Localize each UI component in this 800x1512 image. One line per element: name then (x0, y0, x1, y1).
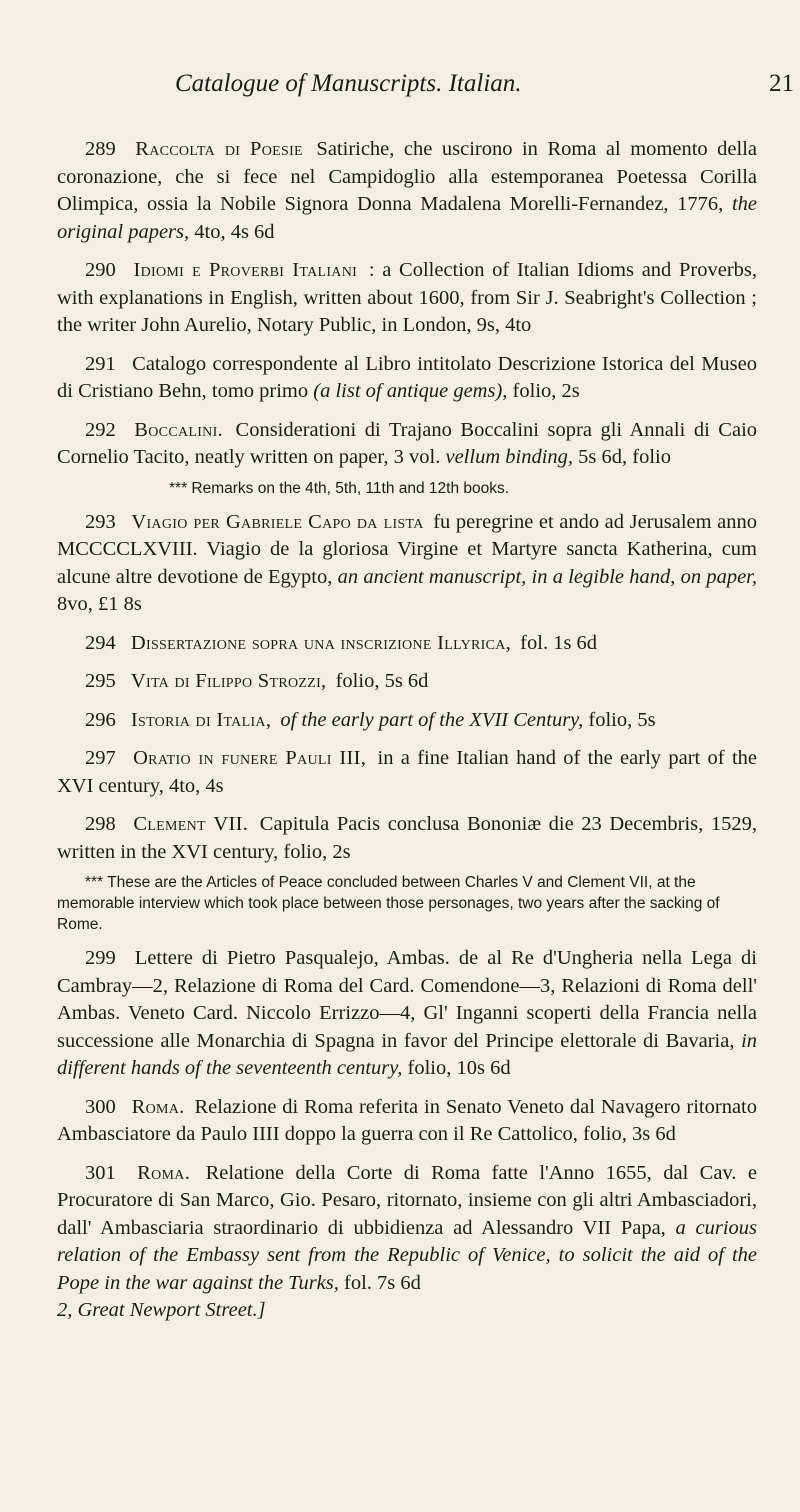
entry-italic: in different hands of the seventeenth century, (57, 1029, 758, 1079)
entry-tail: folio, 10s 6d (407, 1057, 511, 1079)
entry-heading: Roma. (131, 1095, 185, 1118)
running-title: Catalogue of Manuscripts. Italian. (175, 70, 522, 97)
lot-number: 293 (85, 510, 116, 533)
lot-number: 300 (85, 1095, 116, 1118)
page-number: 21 (769, 70, 794, 97)
entry-text: fol. 1s 6d (520, 631, 598, 654)
entry-note: *** Remarks on the 4th, 5th, 11th and 12th books. (169, 479, 510, 497)
catalogue-entry (57, 257, 757, 340)
entry-text: Catalogo correspondente al Libro intitolato Descrizione Istorica del Museo di Cristiano Behn, tomo primo (57, 352, 758, 402)
entry-text: Capitula Pacis conclusa Bononiæ die 23 Decembris, 1529, written in the XVI century, folio, 2s (57, 813, 757, 863)
catalogue-entry (57, 630, 757, 658)
lot-number: 299 (85, 947, 116, 969)
entry-note: *** These are the Articles of Peace concluded between Charles V and Clement VII, at the memorable interview which took place between those personages, two years after the sacking of Rome. (57, 874, 720, 933)
entry-heading: Vita di Filippo Strozzi, (130, 670, 327, 692)
entry-italic: the original papers, (57, 193, 757, 243)
entry-text: Relatione della Corte di Roma fatte l'Anno 1655, dal Cav. e Procuratore di San Marco, Gio. Pesaro, ritornato, insieme con gli altri Ambasciadori, dall' Ambasciaria straordinario di ubbidienza ad Alessandro VII Papa, (57, 1161, 758, 1239)
entry-heading: Roma. (137, 1161, 191, 1184)
entry-italic: (a list of antique gems), (313, 380, 508, 402)
entry-italic: vellum binding, (445, 446, 574, 468)
lot-number: 289 (85, 138, 116, 160)
lot-number: 297 (85, 747, 116, 769)
entry-tail: folio, 2s (512, 380, 580, 402)
entry-italic: an ancient manuscript, in a legible hand, on paper, (337, 565, 757, 588)
entry-italic: a curious relation of the Embassy sent from the Republic of Venice, to solicit the aid of the Pope in the war against the Turks, (57, 1216, 758, 1294)
entry-heading: Boccalini. (134, 418, 223, 441)
entry-italic: of the early part of the XVII Century, (280, 708, 584, 731)
entry-heading: Istoria di Italia, (130, 708, 272, 731)
lot-number: 290 (85, 259, 116, 281)
catalogue-entry (57, 745, 757, 800)
lot-number: 294 (85, 631, 116, 654)
printer-address: 2, Great Newport Street.] (57, 1299, 266, 1321)
entry-tail: fol. 7s 6d (344, 1271, 421, 1294)
catalogue-entry (57, 668, 757, 696)
catalogue-entry (57, 1160, 757, 1325)
lot-number: 296 (85, 708, 116, 731)
entry-heading: Idiomi e Proverbi Italiani (133, 259, 358, 281)
entry-heading: Clement VII. (133, 813, 249, 835)
entry-text: in a fine Italian hand of the early part of the XVI century, 4to, 4s (57, 747, 757, 797)
catalogue-entry (57, 1094, 757, 1149)
lot-number: 292 (85, 418, 116, 441)
entry-text: Considerationi di Trajano Boccalini sopra gli Annali di Caio Cornelio Tacito, neatly written on paper, 3 vol. (57, 418, 758, 468)
entry-heading: Oratio in funere Pauli III, (133, 747, 367, 769)
entry-text: Relazione di Roma referita in Senato Veneto dal Navagero ritornato Ambasciatore da Paulo IIII doppo la guerra con il Re Cattolico, folio, 3s 6d (57, 1095, 757, 1145)
entry-heading: Raccolta di Poesie (135, 138, 303, 160)
catalogue-entry (57, 707, 757, 735)
entry-heading: Dissertazione sopra una inscrizione Illyrica, (130, 631, 512, 654)
catalogue-entry (57, 509, 757, 619)
entry-text: : a Collection of Italian Idioms and Proverbs, with explanations in English, written about 1600, from Sir J. Seabright's Collection ; the writer John Aurelio, Notary Public, in London, 9s, 4to (57, 259, 758, 336)
page-header (175, 70, 800, 120)
catalogue-entry (57, 136, 757, 246)
entry-tail: 8vo, £1 8s (57, 593, 142, 615)
entry-heading: Viagio per Gabriele Capo da lista (131, 510, 424, 533)
lot-number: 301 (85, 1161, 116, 1184)
catalogue-entry (57, 417, 757, 472)
entry-text: folio, 5s 6d (335, 670, 429, 692)
lot-number: 291 (85, 352, 116, 375)
entry-text: fu peregrine et ando ad Jerusalem anno MCCCCLXVIII. Viagio de la gloriosa Virgine et Martyre sancta Katherina, cum alcune altre devotione de Egypto, (57, 510, 758, 588)
catalogue-entry (57, 811, 757, 866)
lot-number: 298 (85, 813, 116, 835)
lot-number: 295 (85, 670, 116, 692)
entry-tail: 4to, 4s 6d (194, 220, 275, 243)
entry-tail: folio, 5s (588, 708, 656, 731)
catalogue-entry (57, 351, 757, 406)
entry-text: Satiriche, che uscirono in Roma al momento della coronazione, che si fece nel Campidoglio alla estemporanea Poetessa Corilla Olimpica, ossia la Nobile Signora Donna Madalena Morelli-Fernandez, 1776, (57, 138, 758, 215)
catalogue-entries (57, 136, 757, 1336)
entry-tail: 5s 6d, folio (578, 446, 671, 468)
entry-text: Lettere di Pietro Pasqualejo, Ambas. de al Re d'Ungheria nella Lega di Cambray—2, Relazione di Roma del Card. Comendone—3, Relazioni di Roma dell' Ambas. Veneto Card. Niccolo Errizzo—4, Gl' Inganni scoperti della Francia nella successione alle Monarchia di Spagna in favor del Principe elettorale di Bavaria, (57, 947, 758, 1052)
catalogue-entry (57, 945, 757, 1083)
